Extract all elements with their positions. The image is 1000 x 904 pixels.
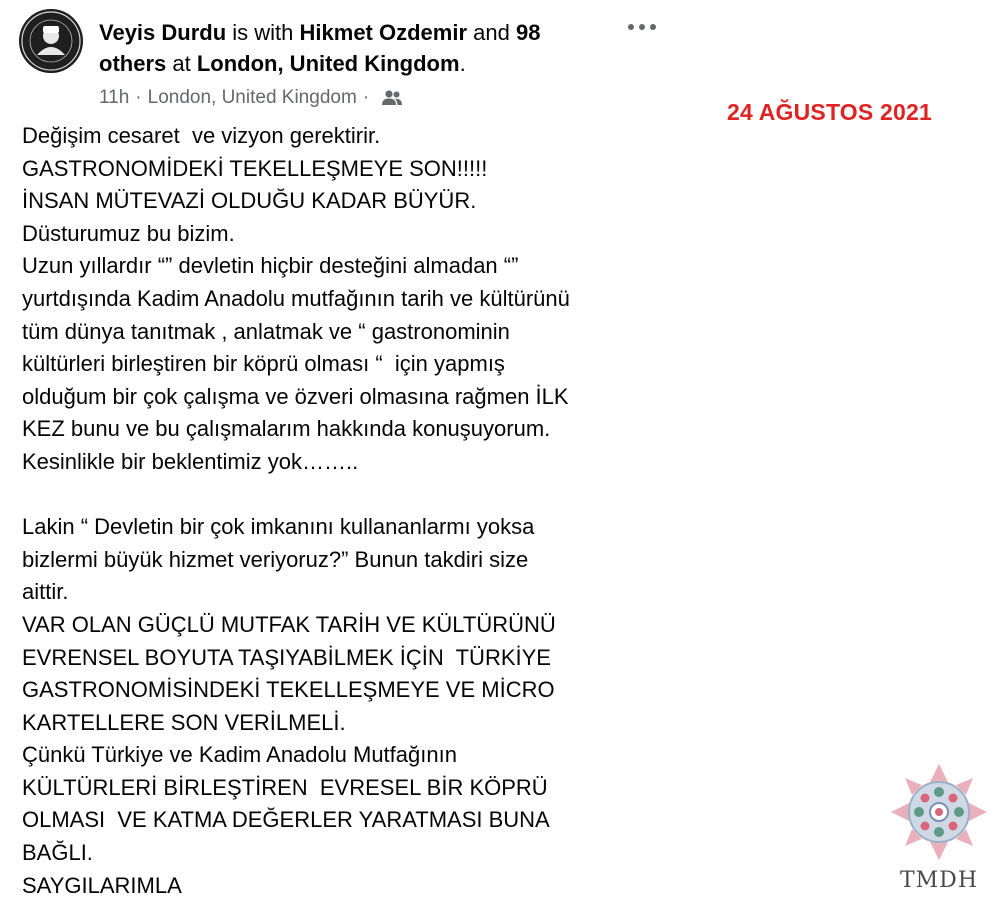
- post-text-line: KÜLTÜRLERİ BİRLEŞTİREN EVRESEL BİR KÖPRÜ: [22, 774, 548, 800]
- post-text-line: Lakin “ Devletin bir çok imkanını kullananlarmı yoksa: [22, 514, 535, 540]
- tagged-person-link[interactable]: Hikmet Ozdemir: [299, 20, 468, 45]
- post-text-line: yurtdışında Kadim Anadolu mutfağının tarih ve kültürünü: [22, 285, 570, 311]
- blank-line: [22, 479, 682, 512]
- watermark-text: TMDH: [899, 868, 979, 893]
- post-text-line: KEZ bunu ve bu çalışmalarım hakkında konuşuyorum.: [22, 416, 551, 442]
- post-text-line: Uzun yıllardır “” devletin hiçbir desteğini almadan “”: [22, 253, 519, 279]
- ornament-logo: [884, 762, 994, 866]
- post-text-line: Düsturumuz bu bizim.: [22, 220, 235, 246]
- at-text: at: [166, 51, 197, 76]
- post-text-line: KARTELLERE SON VERİLMELİ.: [22, 709, 346, 735]
- author-name-link[interactable]: Veyis Durdu: [99, 20, 227, 45]
- post-text-line: kültürleri birleştiren bir köprü olması “ için yapmış: [22, 351, 505, 377]
- post-text-line: GASTRONOMİDEKİ TEKELLEŞMEYE SON!!!!!: [22, 155, 488, 181]
- post-text-line: bizlermi büyük hizmet veriyoruz?” Bunun takdiri size: [22, 546, 529, 572]
- meta-separator: ·: [362, 87, 370, 108]
- avatar-image: [19, 9, 83, 73]
- post-text-line: OLMASI VE KATMA DEĞERLER YARATMASI BUNA: [22, 807, 550, 833]
- more-options-icon[interactable]: [622, 16, 662, 38]
- post-text-line: VAR OLAN GÜÇLÜ MUTFAK TARİH VE KÜLTÜRÜNÜ: [22, 611, 556, 637]
- dot: [639, 24, 645, 30]
- post-text-line: GASTRONOMİSİNDEKİ TEKELLEŞMEYE VE MİCRO: [22, 677, 555, 703]
- tmdh-watermark: [884, 762, 994, 902]
- post-text-line: olduğum bir çok çalışma ve özveri olmasına rağmen İLK: [22, 383, 569, 409]
- meta-location[interactable]: London, United Kingdom: [147, 87, 357, 108]
- post-text-line: aittir.: [22, 579, 69, 605]
- timestamp-link[interactable]: 11h: [99, 87, 130, 108]
- others-count: 98: [515, 20, 541, 45]
- post-body: [22, 120, 682, 902]
- others-label: others: [99, 51, 167, 76]
- meta-separator: ·: [135, 87, 142, 108]
- post-text-line: İNSAN MÜTEVAZİ OLDUĞU KADAR BÜYÜR.: [22, 188, 477, 214]
- post-text-line: tüm dünya tanıtmak , anlatmak ve “ gastronominin: [22, 318, 510, 344]
- author-avatar[interactable]: [19, 9, 83, 73]
- period: .: [459, 51, 466, 76]
- date-stamp: 24 AĞUSTOS 2021: [727, 99, 932, 125]
- and-text: and: [467, 20, 516, 45]
- post-text-line: EVRENSEL BOYUTA TAŞIYABİLMEK İÇİN TÜRKİYE: [22, 644, 551, 670]
- post-text-line: Değişim cesaret ve vizyon gerektirir.: [22, 123, 381, 148]
- dot: [650, 24, 656, 30]
- post-text-line: SAYGILARIMLA: [22, 872, 182, 898]
- post-text-line: Kesinlikle bir beklentimiz yok……..: [22, 448, 359, 474]
- post-text-line: BAĞLI.: [22, 840, 93, 866]
- with-text: is with: [226, 20, 300, 45]
- post-text-line: Çünkü Türkiye ve Kadim Anadolu Mutfağının: [22, 742, 457, 768]
- friends-icon[interactable]: [381, 89, 403, 107]
- post-meta: [99, 86, 403, 110]
- dot: [628, 24, 634, 30]
- location-link[interactable]: London, United Kingdom: [196, 51, 460, 76]
- post-header: [99, 17, 619, 79]
